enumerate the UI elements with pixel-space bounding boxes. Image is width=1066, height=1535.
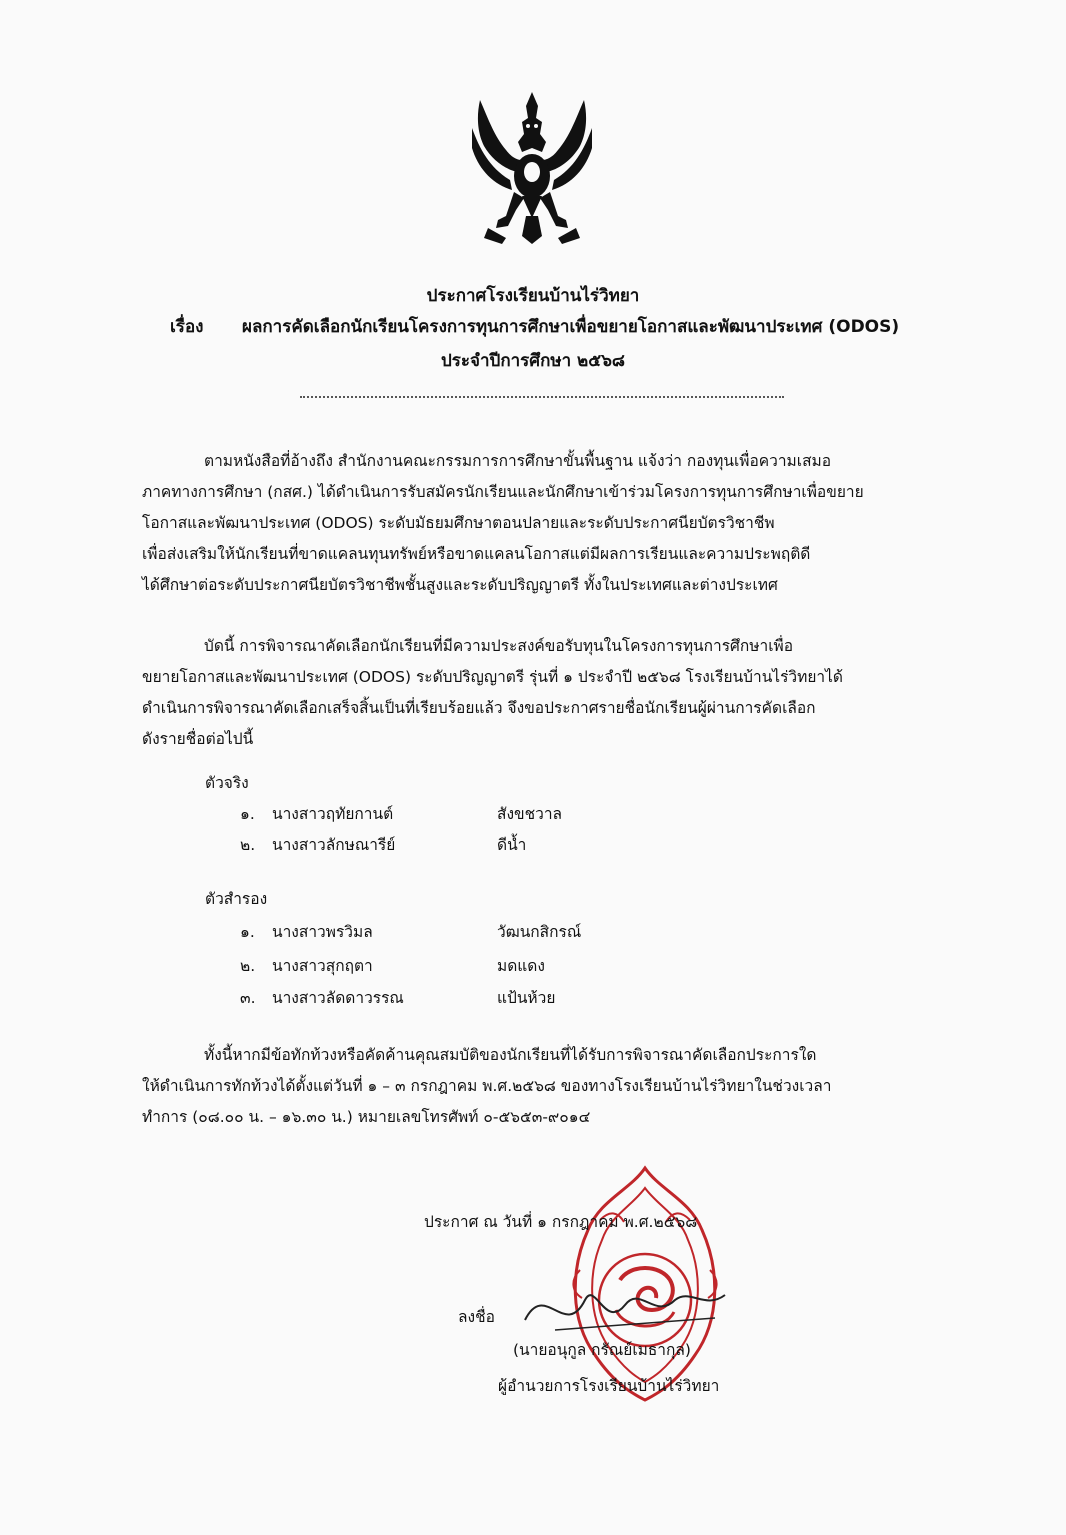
dotted-divider (300, 396, 784, 398)
item-surname: แป้นห้วย (497, 989, 556, 1007)
reserve-list-label: ตัวสำรอง (205, 890, 268, 908)
main-list-label: ตัวจริง (205, 774, 249, 792)
item-name: นางสาวฤทัยกานต์ (272, 805, 394, 823)
paragraph-line: ดังรายชื่อต่อไปนี้ (142, 730, 254, 748)
item-number: ๓. (240, 989, 256, 1007)
item-name: นางสาวลักษณารีย์ (272, 836, 396, 854)
document-subject (170, 313, 899, 340)
announce-date: ประกาศ ณ วันที่ ๑ กรกฎาคม พ.ศ.๒๕๖๘ (424, 1213, 698, 1231)
list-item (240, 801, 562, 826)
paragraph-line: ภาคทางการศึกษา (กสศ.) ได้ดำเนินการรับสมัครนักเรียนและนักศึกษาเข้าร่วมโครงการทุนการศึกษาเพื่อขยาย (142, 483, 864, 501)
sign-label: ลงชื่อ (458, 1308, 495, 1326)
paragraph-announcement (142, 631, 942, 755)
academic-year: ประจำปีการศึกษา ๒๕๖๘ (440, 351, 626, 371)
paragraph-line: ได้ศึกษาต่อระดับประกาศนียบัตรวิชาชีพชั้นสูงและระดับปริญญาตรี ทั้งในประเทศและต่างประเทศ (142, 576, 778, 594)
paragraph-background (142, 446, 942, 601)
paragraph-line: เพื่อส่งเสริมให้นักเรียนที่ขาดแคลนทุนทรัพย์หรือขาดแคลนโอกาสแต่มีผลการเรียนและความประพฤติดี (142, 545, 811, 563)
list-item (240, 985, 555, 1010)
list-item (240, 832, 526, 857)
subject-text: ผลการคัดเลือกนักเรียนโครงการทุนการศึกษาเพื่อขยายโอกาสและพัฒนาประเทศ (ODOS) (242, 317, 900, 337)
item-surname: ดีน้ำ (497, 836, 527, 854)
document-title: ประกาศโรงเรียนบ้านไร่วิทยา (426, 286, 640, 306)
paragraph-objection (142, 1040, 942, 1133)
garuda-emblem-icon (466, 88, 598, 248)
paragraph-line: โอกาสและพัฒนาประเทศ (ODOS) ระดับมัธยมศึกษาตอนปลายและระดับประกาศนียบัตรวิชาชีพ (142, 514, 775, 532)
item-number: ๑. (240, 805, 255, 823)
item-number: ๒. (240, 836, 256, 854)
paragraph-line: ขยายโอกาสและพัฒนาประเทศ (ODOS) ระดับปริญญาตรี รุ่นที่ ๑ ประจำปี ๒๕๖๘ โรงเรียนบ้านไร่วิทยาได้ (142, 668, 843, 686)
paragraph-line: ทั้งนี้หากมีข้อทักท้วงหรือคัดค้านคุณสมบัติของนักเรียนที่ได้รับการพิจารณาคัดเลือกประการใด (204, 1046, 817, 1064)
item-name: นางสาวลัดดาวรรณ (272, 989, 404, 1007)
paragraph-line: ดำเนินการพิจารณาคัดเลือกเสร็จสิ้นเป็นที่เรียบร้อยแล้ว จึงขอประกาศรายชื่อนักเรียนผู้ผ่านการคัดเลือก (142, 699, 816, 717)
signer-name: (นายอนุกูล กรัณย์เมธากุล) (513, 1341, 691, 1359)
subject-label: เรื่อง (170, 317, 204, 337)
item-surname: สังขชวาล (497, 805, 563, 823)
item-number: ๒. (240, 957, 256, 975)
list-item (240, 953, 545, 978)
paragraph-line: ตามหนังสือที่อ้างถึง สำนักงานคณะกรรมการการศึกษาขั้นพื้นฐาน แจ้งว่า กองทุนเพื่อความเสมอ (204, 452, 832, 470)
item-surname: วัฒนกสิกรณ์ (497, 923, 582, 941)
list-item (240, 919, 581, 944)
item-name: นางสาวพรวิมล (272, 923, 373, 941)
item-number: ๑. (240, 923, 255, 941)
item-surname: มดแดง (497, 957, 545, 975)
paragraph-line: บัดนี้ การพิจารณาคัดเลือกนักเรียนที่มีความประสงค์ขอรับทุนในโครงการทุนการศึกษาเพื่อ (204, 637, 794, 655)
paragraph-line: ให้ดำเนินการทักท้วงได้ตั้งแต่วันที่ ๑ – ๓ กรกฎาคม พ.ศ.๒๕๖๘ ของทางโรงเรียนบ้านไร่วิทยาในช่วงเวลา (142, 1077, 832, 1095)
paragraph-line: ทำการ (๐๘.๐๐ น. – ๑๖.๓๐ น.) หมายเลขโทรศัพท์ ๐-๕๖๕๓-๙๐๑๔ (142, 1108, 591, 1126)
signer-position: ผู้อำนวยการโรงเรียนบ้านไร่วิทยา (498, 1377, 720, 1395)
item-name: นางสาวสุกฤตา (272, 957, 373, 975)
